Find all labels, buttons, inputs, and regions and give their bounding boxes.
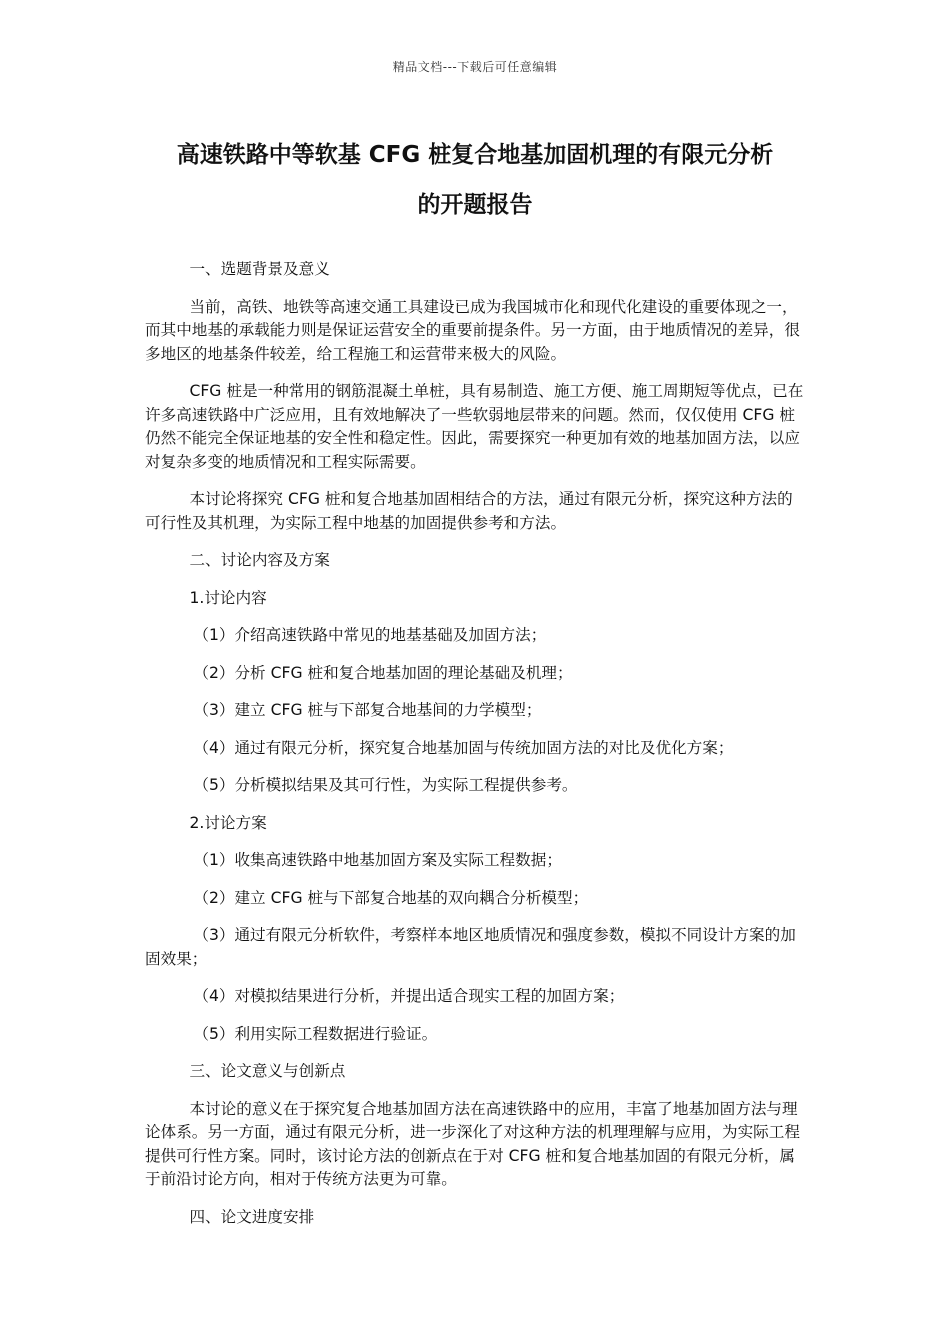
plan-item: （5）利用实际工程数据进行验证。 (193, 1024, 438, 1043)
section-3-paragraph-1: 本讨论的意义在于探究复合地基加固方法在高速铁路中的应用，丰富了地基加固方法与理论体系。另一方面，通过有限元分析，进一步深化了对这种方法的机理理解与应用，为实际工程提供可行性方案。同时，该讨论方法的创新点在于对 CFG 桩和复合地基加固的有限元分析，属于前沿讨论方向，相对于传统方法更为可靠。 (145, 1099, 800, 1188)
content-item: （2）分析 CFG 桩和复合地基加固的理论基础及机理； (193, 663, 573, 682)
section-1-paragraph-3: 本讨论将探究 CFG 桩和复合地基加固相结合的方法，通过有限元分析，探究这种方法的可行性及其机理，为实际工程中地基的加固提供参考和方法。 (145, 490, 793, 532)
document-title (140, 130, 810, 230)
content-item: （5）分析模拟结果及其可行性，为实际工程提供参考。 (193, 776, 578, 794)
plan-item: （3）通过有限元分析软件，考察样本地区地质情况和强度参数，模拟不同设计方案的加固效果； (145, 926, 796, 968)
document-body (145, 258, 805, 1243)
plan-item: （2）建立 CFG 桩与下部复合地基的双向耦合分析模型； (193, 888, 589, 907)
title-line-2: 的开题报告 (417, 192, 533, 218)
section-1-heading: 一、选题背景及意义 (189, 260, 330, 278)
section-2-subheading-content: 1.讨论内容 (189, 588, 267, 607)
section-1-paragraph-2: CFG 桩是一种常用的钢筋混凝土单桩，具有易制造、施工方便、施工周期短等优点，已在许多高速铁路中广泛应用，且有效地解决了一些软弱地层带来的问题。然而，仅仅使用 CFG 桩仍然不能完全保证地基的安全性和稳定性。因此，需要探究一种更加有效的地基加固方法，以应对复杂多变的地质情况和工程实际需要。 (145, 382, 804, 471)
section-1-paragraph-1: 当前，高铁、地铁等高速交通工具建设已成为我国城市化和现代化建设的重要体现之一，而其中地基的承载能力则是保证运营安全的重要前提条件。另一方面，由于地质情况的差异，很多地区的地基条件较差，给工程施工和运营带来极大的风险。 (145, 297, 800, 363)
header-note: 精品文档---下载后可任意编辑 (392, 60, 558, 74)
title-line-1: 高速铁路中等软基 CFG 桩复合地基加固机理的有限元分析 (176, 142, 774, 168)
section-4-heading: 四、论文进度安排 (189, 1207, 315, 1226)
content-item: （3）建立 CFG 桩与下部复合地基间的力学模型； (193, 701, 542, 719)
plan-item: （4）对模拟结果进行分析，并提出适合现实工程的加固方案； (193, 987, 625, 1005)
section-2-subheading-plan: 2.讨论方案 (189, 813, 267, 832)
plan-item: （1）收集高速铁路中地基加固方案及实际工程数据； (193, 851, 562, 869)
section-3-heading: 三、论文意义与创新点 (189, 1062, 346, 1080)
content-item: （4）通过有限元分析，探究复合地基加固与传统加固方法的对比及优化方案； (193, 738, 734, 757)
section-2-heading: 二、讨论内容及方案 (189, 551, 330, 569)
content-item: （1）介绍高速铁路中常见的地基基础及加固方法； (193, 626, 547, 644)
